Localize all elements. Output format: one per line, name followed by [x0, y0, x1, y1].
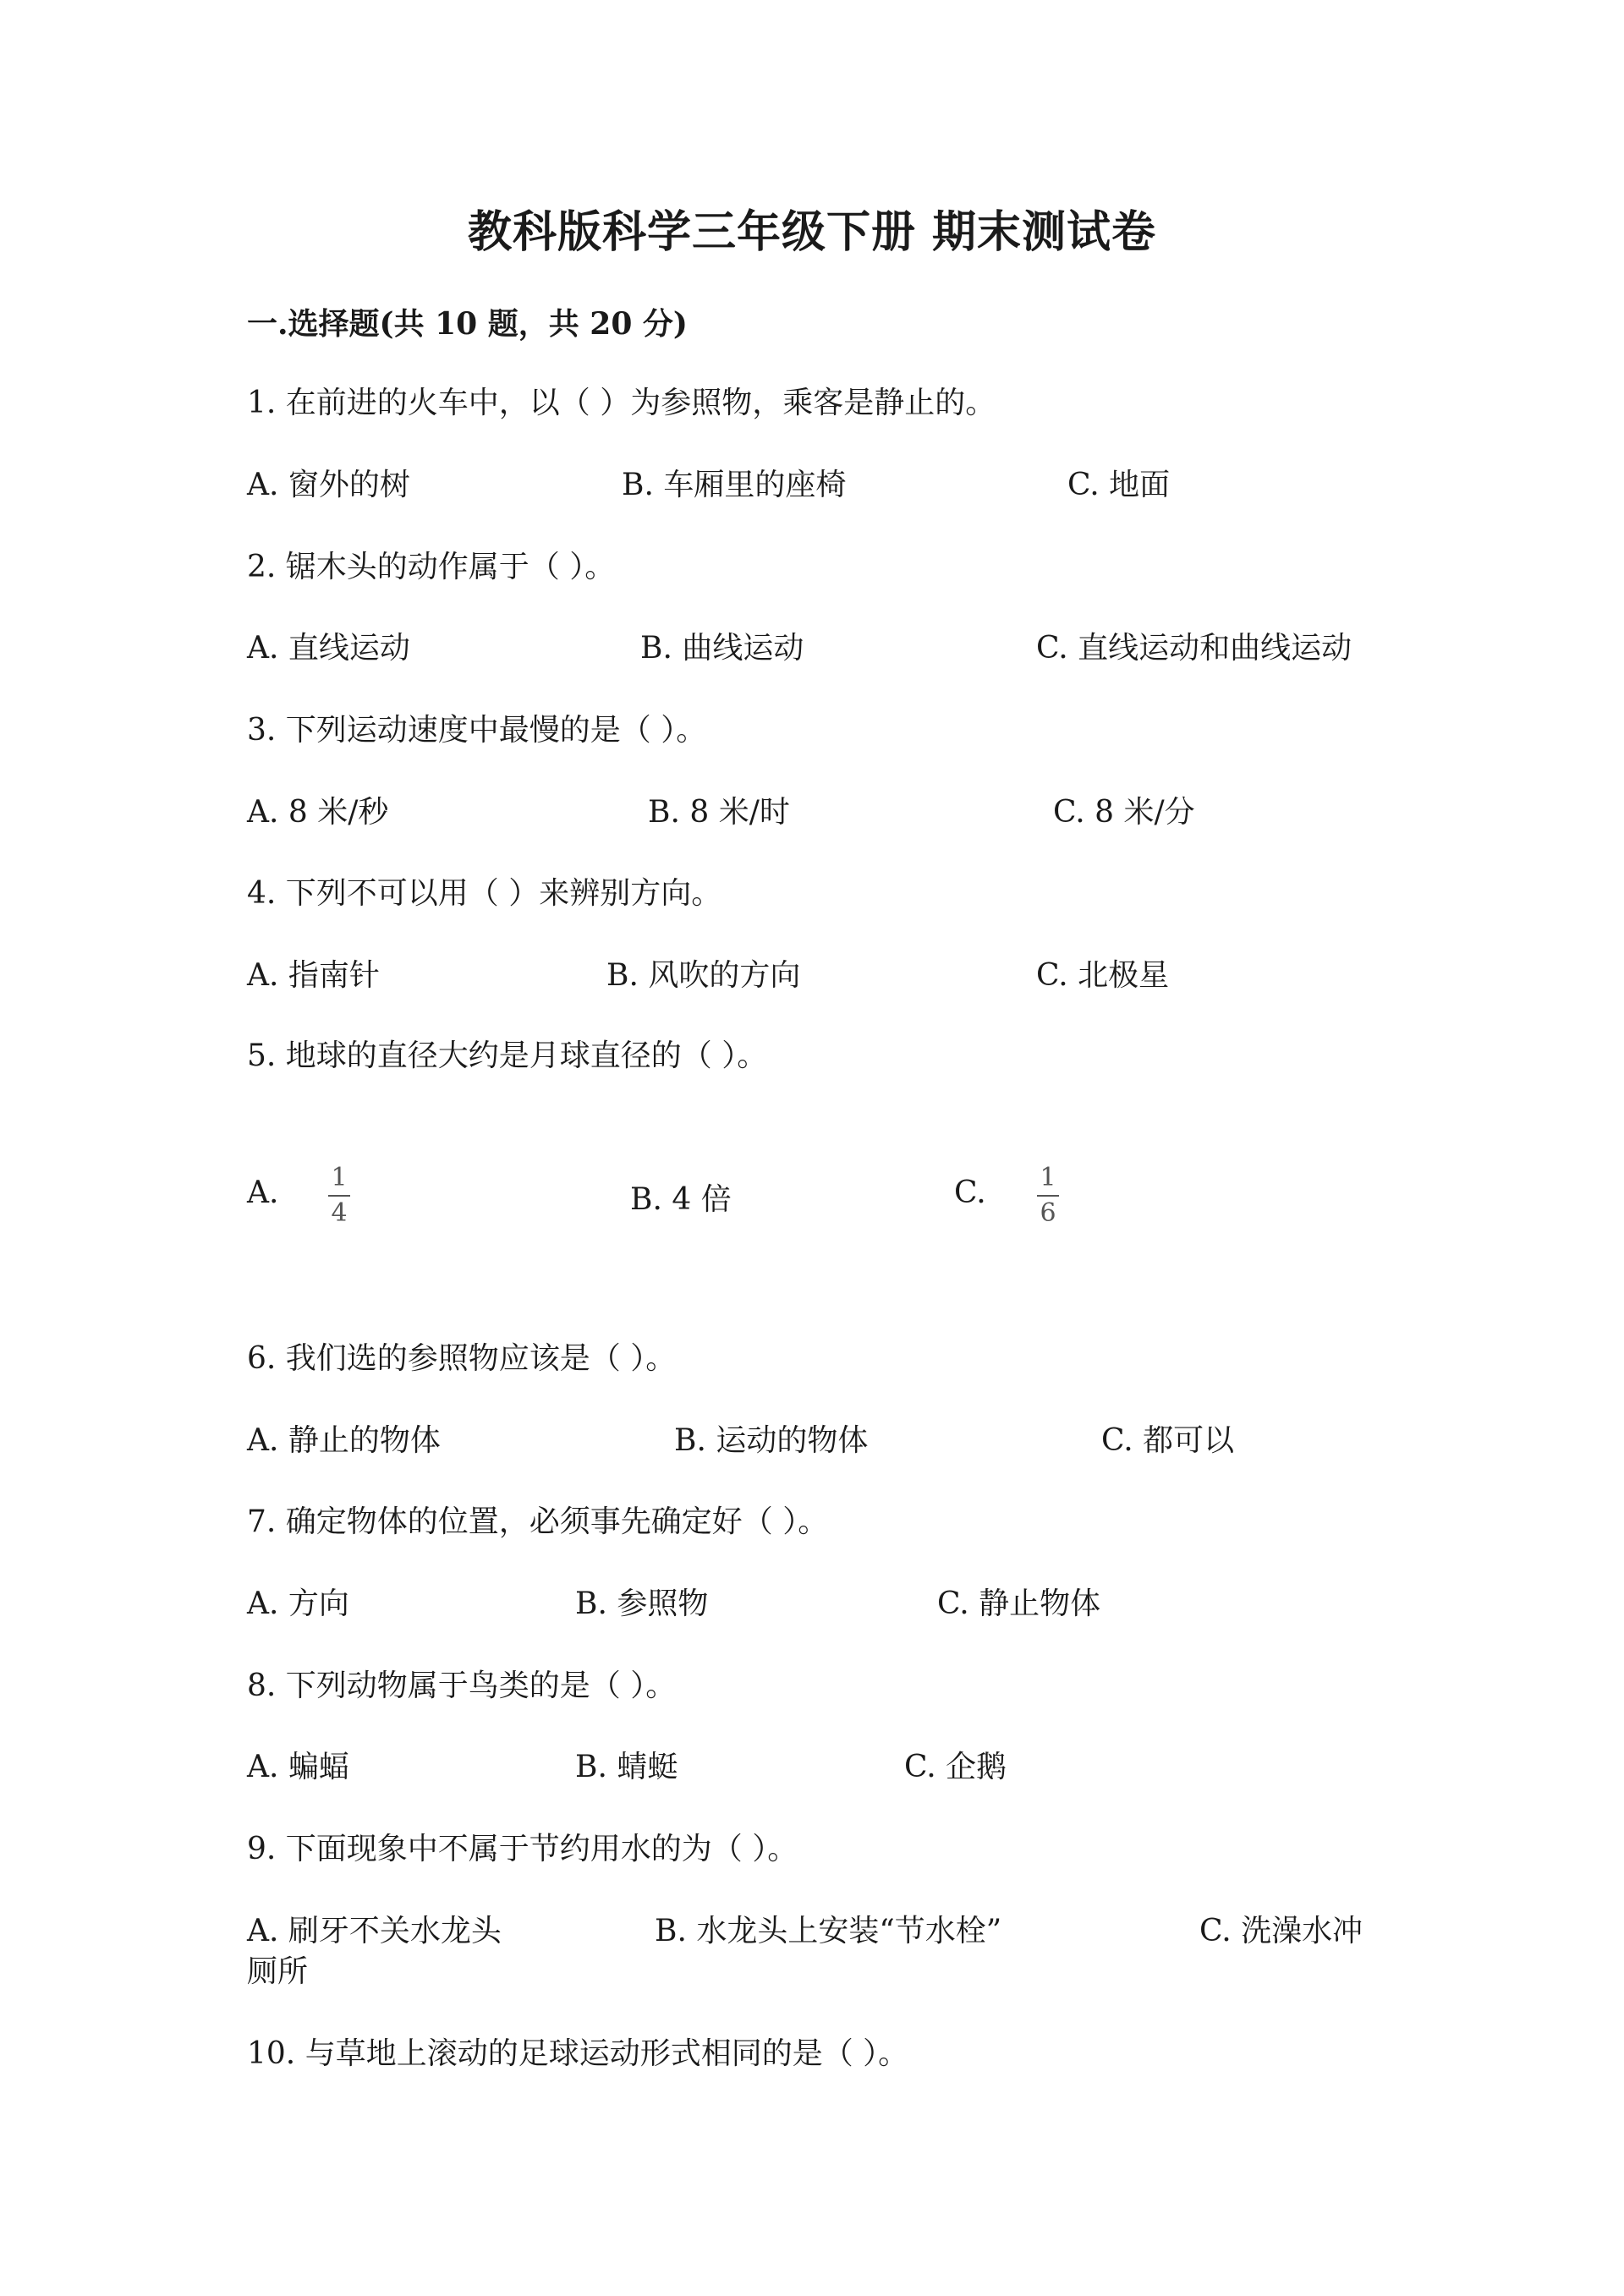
option-a: A. 静止的物体 [247, 1423, 441, 1458]
option-c: C. 地面 [1067, 468, 1171, 502]
option-b: B. 车厢里的座椅 [622, 468, 847, 502]
question-stem: 10. 与草地上滚动的足球运动形式相同的是（ ）。 [247, 2036, 909, 2071]
option-b: B. 风吹的方向 [606, 958, 801, 993]
fraction-bar [328, 1195, 350, 1197]
fraction-denominator: 4 [331, 1198, 348, 1228]
option-a: A. 8 米/秒 [247, 795, 389, 830]
option-b: B. 4 倍 [630, 1182, 732, 1217]
option-a: A. 窗外的树 [247, 468, 410, 502]
option-b: B. 曲线运动 [640, 631, 804, 666]
option-a: A. 指南针 [247, 958, 380, 993]
option-c: C. 企鹅 [904, 1750, 1007, 1784]
question-stem: 3. 下列运动速度中最慢的是（ ）。 [247, 713, 707, 748]
question-stem: 9. 下面现象中不属于节约用水的为（ ）。 [247, 1832, 798, 1866]
option-c: C. 洗澡水冲 [1199, 1914, 1363, 1948]
option-c: C. 8 米/分 [1053, 795, 1195, 830]
option-b: B. 蜻蜓 [575, 1750, 678, 1784]
question-stem: 6. 我们选的参照物应该是（ ）。 [247, 1341, 677, 1376]
option-c: C. 直线运动和曲线运动 [1036, 631, 1352, 666]
question-stem: 8. 下列动物属于鸟类的是（ ）。 [247, 1669, 677, 1703]
option-a: A. 直线运动 [247, 631, 410, 666]
question-stem: 1. 在前进的火车中，以（ ）为参照物，乘客是静止的。 [247, 386, 996, 420]
option-c: C. 静止物体 [937, 1586, 1101, 1621]
fraction-bar [1037, 1195, 1059, 1197]
option-b: B. 水龙头上安装“节水栓” [655, 1914, 1002, 1948]
fraction-denominator: 6 [1040, 1198, 1056, 1228]
question-stem: 7. 确定物体的位置，必须事先确定好（ ）。 [247, 1504, 829, 1539]
question-stem: 2. 锯木头的动作属于（ ）。 [247, 550, 616, 584]
page-title: 教科版科学三年级下册 期末测试卷 [467, 206, 1157, 258]
option-a: A. 刷牙不关水龙头 [247, 1914, 502, 1948]
option-a: A. 蝙蝠 [247, 1750, 349, 1784]
option-c: C. 北极星 [1036, 958, 1170, 993]
option-b: B. 8 米/时 [648, 795, 790, 830]
fraction-one-quarter [328, 1163, 350, 1229]
fraction-numerator: 1 [331, 1163, 348, 1192]
question-stem: 5. 地球的直径大约是月球直径的（ ）。 [247, 1038, 768, 1073]
option-a: A. 方向 [247, 1586, 349, 1621]
fraction-one-sixth [1037, 1163, 1059, 1229]
option-b: B. 运动的物体 [674, 1423, 869, 1458]
option-c: C. 都可以 [1101, 1423, 1235, 1458]
option-c: C. [954, 1175, 986, 1210]
option-c-continuation: 厕所 [247, 1954, 309, 1989]
option-b: B. 参照物 [575, 1586, 709, 1621]
section-heading: 一.选择题(共 10 题，共 20 分) [247, 306, 688, 342]
fraction-numerator: 1 [1040, 1163, 1056, 1192]
question-stem: 4. 下列不可以用（ ）来辨别方向。 [247, 876, 722, 911]
option-a: A. [247, 1175, 279, 1210]
